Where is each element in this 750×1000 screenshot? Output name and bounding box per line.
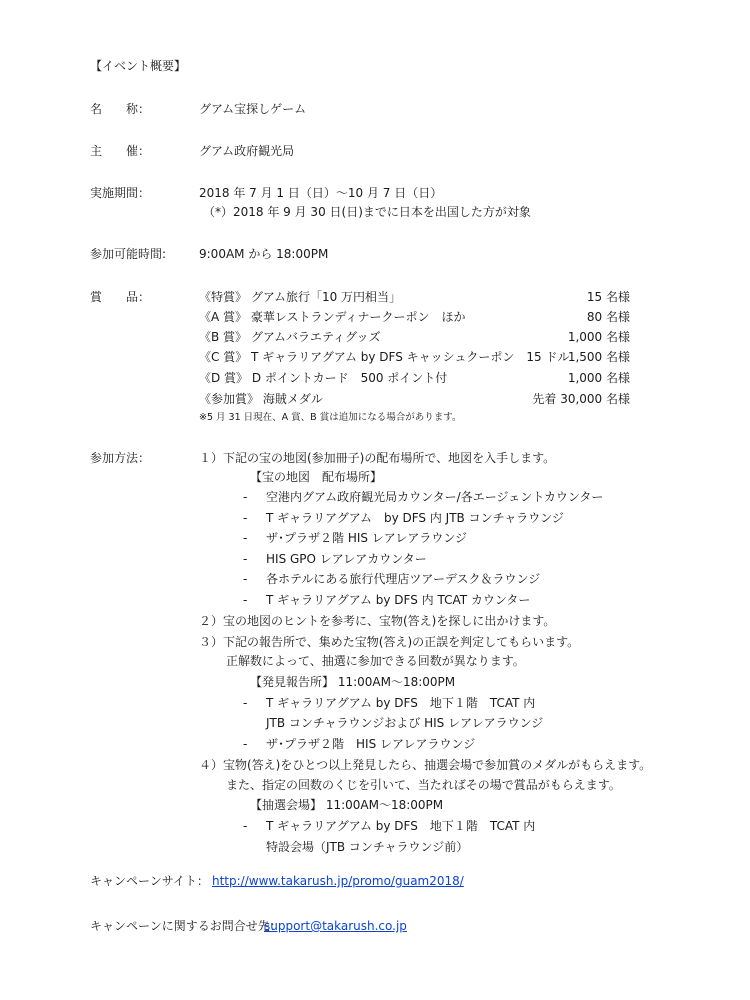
dash: - [243,552,248,566]
prize-count: 15 名様 [586,290,630,304]
prize-name: 《D 賞》 D ポイントカード 500 ポイント付 [199,371,448,385]
report-header: 【発見報告所】 11:00AM～18:00PM [250,675,456,689]
dash: - [243,511,248,525]
step-3-sub: 正解数によって、抽選に参加できる回数が異なります。 [226,654,525,668]
dash: - [243,531,248,545]
report-location-detail: JTB コンチャラウンジおよび HIS レアレアラウンジ [266,716,544,730]
hours-label: 参加可能時間: [90,247,167,261]
organizer-value: グアム政府観光局 [199,144,295,158]
lottery-header: 【抽選会場】 11:00AM～18:00PM [250,798,444,812]
prizes-note: ※5 月 31 日現在、A 賞、B 賞は追加になる場合があります。 [199,412,462,423]
campaign-site-label: キャンペーンサイト： [90,874,209,888]
campaign-site-link[interactable]: http://www.takarush.jp/promo/guam2018/ [212,874,464,888]
dash: - [243,696,248,710]
step-4: ４）宝物(答え)をひとつ以上発見したら、抽選会場で参加賞のメダルがもらえます。 [199,758,652,772]
period-note: （*）2018 年 9 月 30 日(日)までに日本を出国した方が対象 [203,205,531,219]
step-1: １）下記の宝の地図(参加冊子)の配布場所で、地図を入手します。 [199,451,556,465]
map-location: ザ･プラザ２階 HIS レアレアラウンジ [266,531,468,545]
report-location: ザ･プラザ２階 HIS レアレアラウンジ [266,737,476,751]
period-label: 実施期間： [90,186,151,200]
map-location: T ギャラリアグアム by DFS 内 JTB コンチャラウンジ [266,511,564,525]
prize-name: 《特賞》 グアム旅行「10 万円相当」 [199,290,402,304]
prize-count: 1,500 名様 [567,350,630,364]
map-location: HIS GPO レアレアカウンター [266,552,427,566]
step-4-sub: また、指定の回数のくじを引いて、当たればその場で賞品がもらえます。 [226,778,621,792]
step-3: ３）下記の報告所で、集めた宝物(答え)の正誤を判定してもらいます。 [199,635,580,649]
prize-name: 《C 賞》 T ギャラリアグアム by DFS キャッシュクーポン 15 ドル [199,350,570,364]
dash: - [243,737,248,751]
prize-count: 80 名様 [586,310,630,324]
name-value: グアム宝探しゲーム [199,102,307,116]
prize-count: 先着 30,000 名様 [532,392,630,406]
map-location: T ギャラリアグアム by DFS 内 TCAT カウンター [266,593,531,607]
prize-count: 1,000 名様 [567,330,630,344]
section-title: 【イベント概要】 [90,59,187,73]
contact-email-link[interactable]: support@takarush.co.jp [264,919,407,933]
map-location: 各ホテルにある旅行代理店ツアーデスク＆ラウンジ [266,572,541,586]
period-value: 2018 年 7 月 1 日（日）～10 月 7 日（日） [199,186,443,200]
prize-name: 《参加賞》 海賊メダル [199,392,323,406]
name-label: 名 称： [90,102,151,116]
contact-label: キャンペーンに関するお問合せ先： [90,919,282,933]
report-location: T ギャラリアグアム by DFS 地下１階 TCAT 内 [266,696,536,710]
prize-count: 1,000 名様 [567,371,630,385]
map-header: 【宝の地図 配布場所】 [250,470,383,484]
dash: - [243,490,248,504]
step-2: ２）宝の地図のヒントを参考に、宝物(答え)を探しに出かけます。 [199,614,556,628]
dash: - [243,819,248,833]
hours-value: 9:00AM から 18:00PM [199,247,329,261]
dash: - [243,572,248,586]
dash: - [243,593,248,607]
prize-name: 《A 賞》 豪華レストランディナークーポン ほか [199,310,466,324]
prize-name: 《B 賞》 グアムバラエティグッズ [199,330,381,344]
prizes-label: 賞 品： [90,290,151,304]
lottery-location: T ギャラリアグアム by DFS 地下１階 TCAT 内 [266,819,536,833]
participation-label: 参加方法： [90,451,151,465]
lottery-location-detail: 特設会場（JTB コンチャラウンジ前） [266,840,469,854]
organizer-label: 主 催： [90,144,151,158]
map-location: 空港内グアム政府観光局カウンター/各エージェントカウンター [266,490,604,504]
